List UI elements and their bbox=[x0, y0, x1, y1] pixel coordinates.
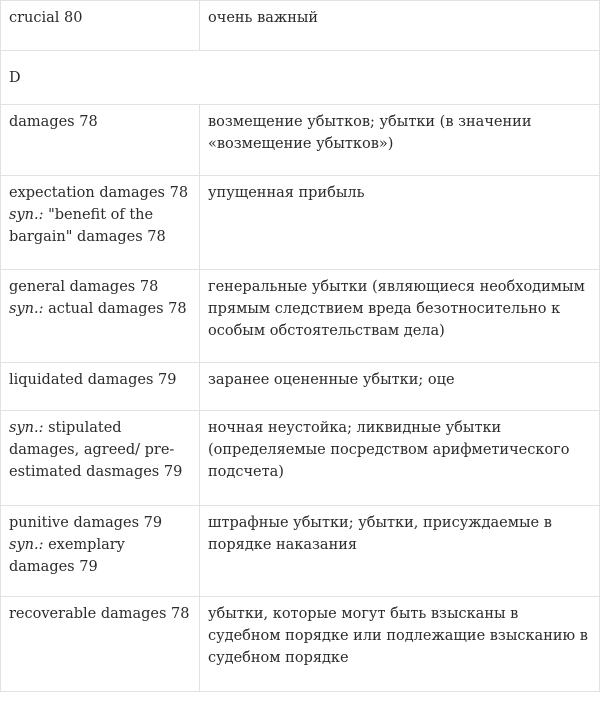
glossary-row bbox=[1, 176, 600, 270]
term-cell bbox=[1, 176, 200, 270]
term-cell bbox=[1, 411, 200, 506]
term-cell bbox=[1, 1, 200, 51]
glossary-row bbox=[1, 1, 600, 51]
term-text: expectation damages 78 bbox=[9, 185, 189, 201]
term-text: liquidated damages 79 bbox=[9, 372, 177, 388]
glossary-row bbox=[1, 506, 600, 597]
term-text: exemplary damages 79 bbox=[9, 537, 125, 575]
synonym-marker: syn.: bbox=[9, 537, 44, 553]
section-letter-row bbox=[1, 51, 600, 105]
glossary-row bbox=[1, 597, 600, 692]
term-cell bbox=[1, 105, 200, 176]
translation-cell: упущенная прибыль bbox=[200, 176, 600, 270]
term-text: "benefit of the bargain" damages 78 bbox=[9, 207, 166, 245]
glossary-row bbox=[1, 363, 600, 411]
synonym-marker: syn.: bbox=[9, 301, 44, 317]
translation-cell: ночная неустойка; ликвидные убытки (определяемые посредством арифметического подсчета) bbox=[200, 411, 600, 506]
term-cell bbox=[1, 270, 200, 363]
translation-cell: генеральные убытки (являющиеся необходимым прямым следствием вреда безотносительно к особым обстоятельствам дела) bbox=[200, 270, 600, 363]
translation-cell: убытки, которые могут быть взысканы в судебном порядке или подлежащие взысканию в судебном порядке bbox=[200, 597, 600, 692]
term-text: punitive damages 79 bbox=[9, 515, 163, 531]
synonym-marker: syn.: bbox=[9, 207, 44, 223]
translation-cell: очень важный bbox=[200, 1, 600, 51]
glossary-body bbox=[1, 1, 600, 692]
term-text: general damages 78 bbox=[9, 279, 159, 295]
synonym-marker: syn.: bbox=[9, 420, 44, 436]
translation-cell: штрафные убытки; убытки, присуждаемые в порядке наказания bbox=[200, 506, 600, 597]
translation-cell: заранее оцененные убытки; оце bbox=[200, 363, 600, 411]
term-cell bbox=[1, 363, 200, 411]
term-cell bbox=[1, 597, 200, 692]
glossary-row bbox=[1, 411, 600, 506]
term-text: recoverable damages 78 bbox=[9, 606, 190, 622]
term-text: damages 78 bbox=[9, 114, 98, 130]
glossary-row bbox=[1, 270, 600, 363]
term-text: actual damages 78 bbox=[43, 301, 187, 317]
section-letter: D bbox=[1, 51, 600, 105]
translation-cell: возмещение убытков; убытки (в значении «возмещение убытков») bbox=[200, 105, 600, 176]
term-text: stipulated damages, agreed/ pre-estimated dasmages 79 bbox=[9, 420, 183, 480]
glossary-row bbox=[1, 105, 600, 176]
term-cell bbox=[1, 506, 200, 597]
term-text: crucial 80 bbox=[9, 10, 83, 26]
